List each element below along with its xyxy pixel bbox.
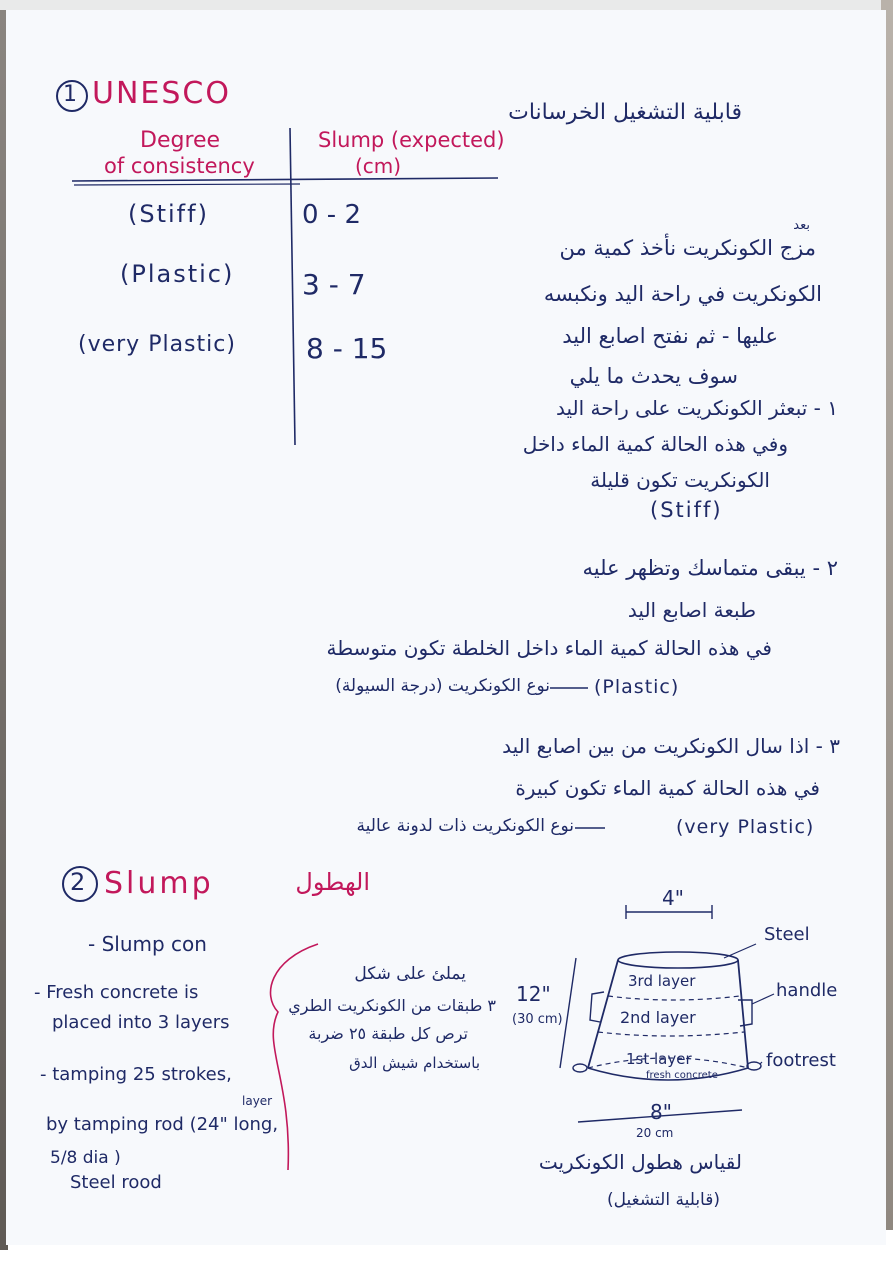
slump-arabic-line2: ٣ طبقات من الكونكريت الطري (288, 996, 496, 1015)
diagram-bottom-dim-cm: 20 cm (636, 1126, 674, 1140)
diagram-height-dim: 12" (516, 982, 551, 1006)
slump-arabic-line4: باستخدام شيش الدق (349, 1054, 480, 1072)
arabic-intro-line4: سوف يحدث ما يلي (569, 364, 738, 388)
table-row1-degree: (Stiff) (128, 200, 209, 228)
table-col2-header-line1: Slump (expected) (318, 128, 505, 152)
diagram-top-dim: 4" (662, 886, 684, 910)
slump-note-0: - Slump con (88, 932, 207, 956)
arabic-point3-arrow-text: نوع الكونكريت ذات لدونة عالية (356, 816, 574, 836)
arabic-intro-small: بعد (793, 218, 810, 233)
table-col1-header-line2: of consistency (104, 154, 255, 178)
diagram-height-cm: (30 cm) (512, 1012, 563, 1027)
table-row2-degree: (Plastic) (120, 260, 235, 288)
section1-number: 1 (63, 82, 77, 107)
arabic-point3-term: (very Plastic) (676, 816, 815, 838)
slump-arabic-line1: يملئ على شكل (354, 964, 466, 984)
section1-arabic-heading: قابلية التشغيل الخرسانات (508, 100, 742, 125)
arabic-point2-line3: في هذه الحالة كمية الماء داخل الخلطة تكون متوسطة (326, 636, 772, 660)
section2-number: 2 (70, 868, 86, 896)
diagram-caption-line1: لقياس هطول الكونكريت (538, 1150, 742, 1174)
slump-note-2: placed into 3 layers (52, 1012, 230, 1033)
section2-title: Slump (104, 866, 214, 901)
section1-title: UNESCO (92, 76, 231, 111)
slump-note-3: - tamping 25 strokes, (40, 1064, 232, 1085)
slump-note-5: by tamping rod (24" long, (46, 1114, 279, 1135)
table-column-divider (290, 128, 295, 445)
diagram-label-footrest: footrest (766, 1050, 836, 1071)
slump-note-1: - Fresh concrete is (34, 982, 199, 1003)
slump-arabic-line3: ترص كل طبقة ٢٥ ضربة (308, 1024, 468, 1043)
section2-arabic-title: الهطول (295, 868, 370, 896)
arabic-point2-line2: طبعة اصابع اليد (627, 598, 756, 622)
arabic-point1-label: (Stiff) (650, 498, 723, 522)
arabic-point2-term: (Plastic) (594, 676, 680, 698)
table-col1-header-line1: Degree (140, 128, 221, 153)
arabic-point2-line1: ٢ - يبقى متماسك وتظهر عليه (582, 556, 838, 580)
diagram-label-steel: Steel (764, 924, 810, 945)
arabic-point3-line2: في هذه الحالة كمية الماء تكون كبيرة (515, 776, 820, 800)
slump-note-6: 5/8 dia ) (50, 1148, 121, 1168)
table-row2-slump: 3 - 7 (302, 268, 366, 301)
arabic-point1-line2: وفي هذه الحالة كمية الماء داخل (522, 432, 788, 456)
arabic-intro-line2: الكونكريت في راحة اليد ونكبسه (543, 282, 822, 306)
table-header-rule (72, 178, 498, 181)
diagram-fresh-label: fresh concrete (646, 1070, 718, 1081)
arabic-intro-line1: مزج الكونكريت نأخذ كمية من (559, 236, 816, 260)
arabic-point2-arrow-text: نوع الكونكريت (درجة السيولة) (335, 676, 550, 696)
arabic-point1-line3: الكونكريت تكون قليلة (590, 468, 770, 492)
arabic-point1-line1: ١ - تبعثر الكونكريت على راحة اليد (555, 396, 838, 420)
diagram-layer-1: 1st layer (626, 1050, 692, 1068)
slump-note-7: Steel rood (70, 1172, 162, 1193)
table-row3-slump: 8 - 15 (306, 332, 388, 365)
diagram-layer-2: 2nd layer (620, 1008, 696, 1027)
arabic-point3-line1: ٣ - اذا سال الكونكريت من بين اصابع اليد (502, 734, 840, 758)
diagram-caption-line2: (قابلية التشغيل) (607, 1190, 720, 1210)
table-row1-slump: 0 - 2 (302, 200, 361, 230)
diagram-label-handle: handle (776, 980, 838, 1001)
arabic-intro-line3: عليها - ثم نفتح اصابع اليد (562, 324, 778, 348)
slump-note-4: layer (242, 1094, 273, 1108)
table-row3-degree: (very Plastic) (78, 332, 236, 357)
diagram-bottom-dim: 8" (650, 1100, 672, 1124)
diagram-layer-3: 3rd layer (628, 972, 696, 990)
table-col2-header-line2: (cm) (355, 154, 402, 178)
